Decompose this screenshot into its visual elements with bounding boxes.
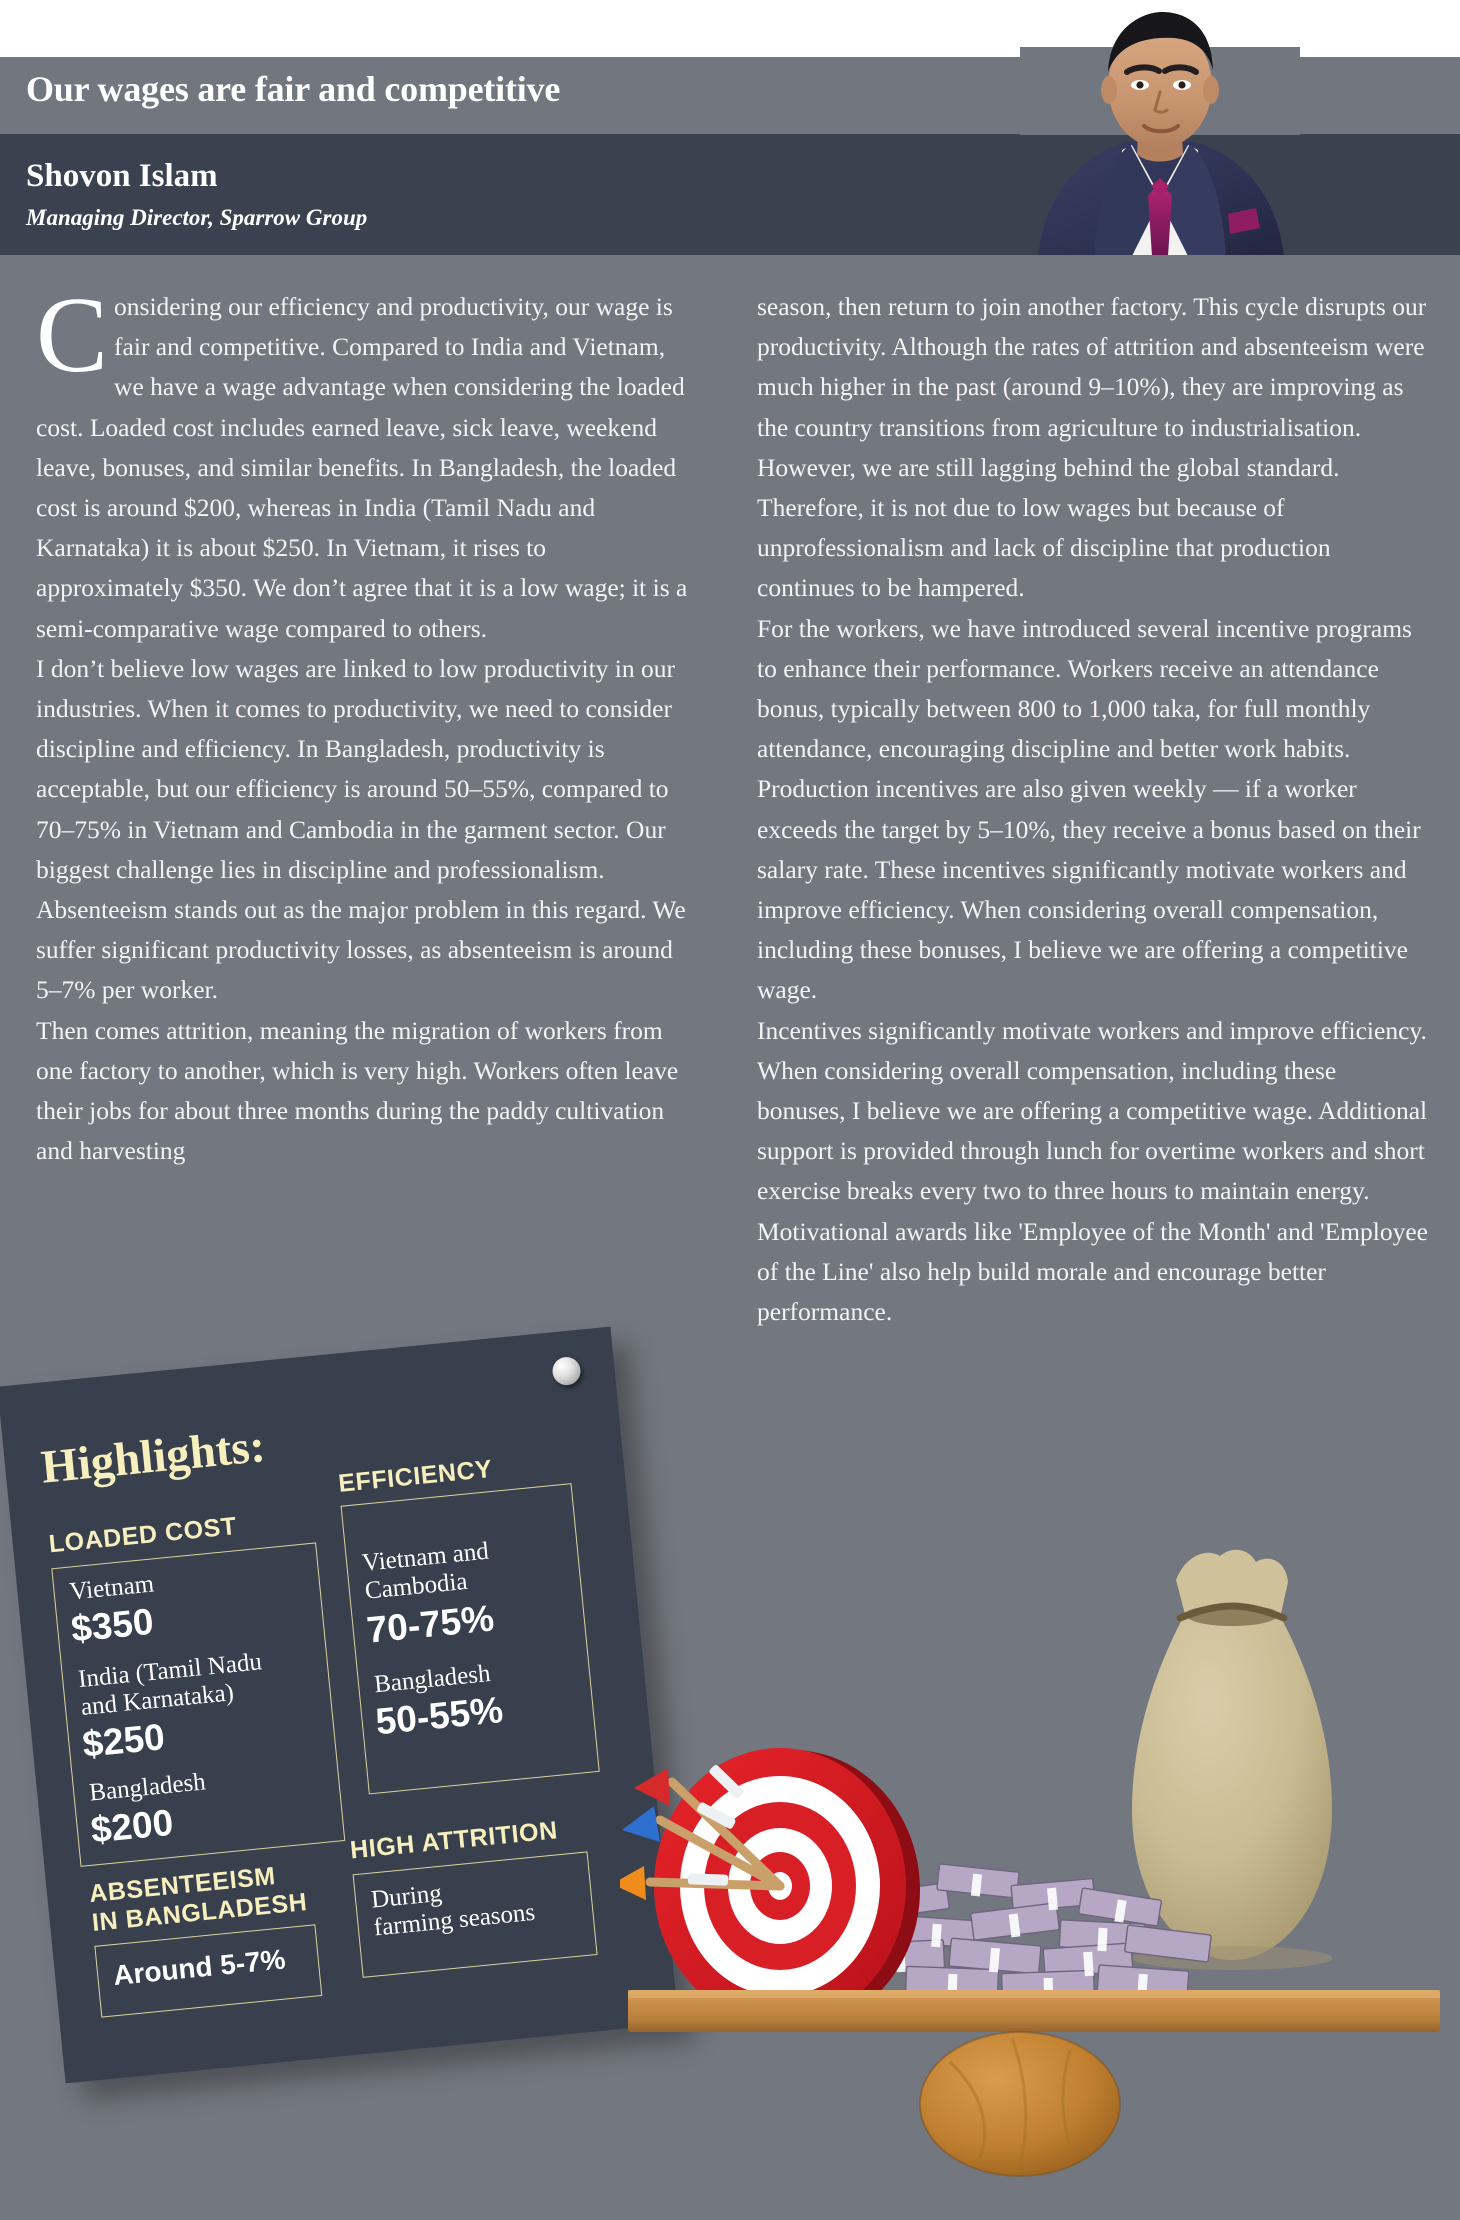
author-portrait-photo — [1020, 0, 1300, 256]
highlights-board — [0, 1327, 679, 2084]
loaded-cost-item-0-name: Vietnam — [68, 1570, 156, 1606]
page-title: Our wages are fair and competitive — [26, 69, 561, 109]
money-sack-icon — [1132, 1550, 1332, 1970]
highlights-panel — [10, 1325, 690, 2115]
section-label-loaded-cost: LOADED COST — [47, 1512, 238, 1559]
paragraph-left-1 — [36, 276, 696, 649]
efficiency-item-1-name: Bangladesh — [372, 1660, 492, 1699]
paragraph-right-1: season, then return to join another factory. This cycle disrupts our productivity. Although the rates of attrition and absenteeism were much higher in the past (around 9–10%), they are improving as the country transitions from agriculture to industrialisation. However, we are still lagging behind the global standard. Therefore, it is not due to low wages but because of unprofessionalism and lack of discipline that production continues to be hampered. — [757, 292, 1427, 603]
loaded-cost-item-1-name: India (Tamil Nadu and Karnataka) — [76, 1648, 264, 1722]
balance-scale-illustration — [620, 1490, 1460, 2220]
article-column-left — [36, 276, 696, 1171]
efficiency-item-0-name: Vietnam and Cambodia — [360, 1537, 490, 1605]
article-column-right — [757, 287, 1429, 1332]
author-name: Shovon Islam — [26, 158, 218, 194]
drop-cap: C — [36, 276, 109, 395]
highlights-title: Highlights: — [38, 1420, 268, 1494]
loaded-cost-item-0-value: $350 — [69, 1600, 156, 1650]
paragraph-right-3: Incentives significantly motivate workers and improve efficiency. When considering overall compensation, including these bonuses, I believe we are offering a competitive wage. Additional support is provided through lunch for overtime workers and short exercise breaks every two to three hours to maintain energy. Motivational awards like 'Employee of the Month' and 'Employee of the Line' also help build morale and encourage better performance. — [757, 1015, 1428, 1327]
author-role: Managing Director, Sparrow Group — [26, 205, 368, 230]
paragraph-left-3: Then comes attrition, meaning the migration of workers from one factory to another, which is very high. Workers often leave their jobs for about three months during the paddy cultivation and harvesting — [36, 1015, 679, 1166]
loaded-cost-item-2-value: $200 — [89, 1801, 175, 1851]
absenteeism-value: Around 5-7% — [111, 1943, 287, 1992]
loaded-cost-item-1-value: $250 — [80, 1716, 167, 1766]
section-label-high-attrition: HIGH ATTRITION — [348, 1816, 560, 1865]
paragraph-left-2: I don’t believe low wages are linked to low productivity in our industries. When it comes to productivity, we need to consider discipline and efficiency. In Bangladesh, productivity is acceptable, but our efficiency is around 50–55%, compared to 70–75% in Vietnam and Cambodia in the garment sector. Our biggest challenge lies in discipline and professionalism. Absenteeism stands out as the major problem in this regard. We suffer significant productivity losses, as absenteeism is around 5–7% per worker. — [36, 653, 686, 1005]
paragraph-left-1-text: onsidering our efficiency and productivity, our wage is fair and competitive. Compared to India and Vietnam, we have a wage advantage when considering the loaded cost. Loaded cost includes earned leave, sick leave, weekend leave, bonuses, and similar benefits. In Bangladesh, the loaded cost is around $200, whereas in India (Tamil Nadu and Karnataka) it is about $250. In Vietnam, it rises to approximately $350. We don’t agree that it is a low wage; it is a semi-comparative wage compared to others. — [36, 292, 688, 643]
paragraph-right-2: For the workers, we have introduced several incentive programs to enhance their performance. Workers receive an attendance bonus, typically between 800 to 1,000 taka, for full monthly attendance, encouraging discipline and better work habits. Production incentives are also given weekly — if a worker exceeds the target by 5–10%, they receive a bonus based on their salary rate. These incentives significantly motivate workers and improve efficiency. When considering overall compensation, including these bonuses, I believe we are offering a competitive wage. — [757, 613, 1421, 1005]
efficiency-item-1-value: 50-55% — [373, 1689, 505, 1743]
dartboard-with-darts-icon — [620, 1748, 920, 2030]
efficiency-item-0-value: 70-75% — [364, 1597, 496, 1651]
loaded-cost-item-2-name: Bangladesh — [88, 1768, 207, 1807]
section-label-efficiency: EFFICIENCY — [337, 1454, 494, 1498]
section-label-absenteeism: ABSENTEEISM IN BANGLADESH — [87, 1861, 309, 1937]
pin-icon — [551, 1356, 582, 1387]
high-attrition-item-name: During farming seasons — [369, 1879, 537, 1942]
